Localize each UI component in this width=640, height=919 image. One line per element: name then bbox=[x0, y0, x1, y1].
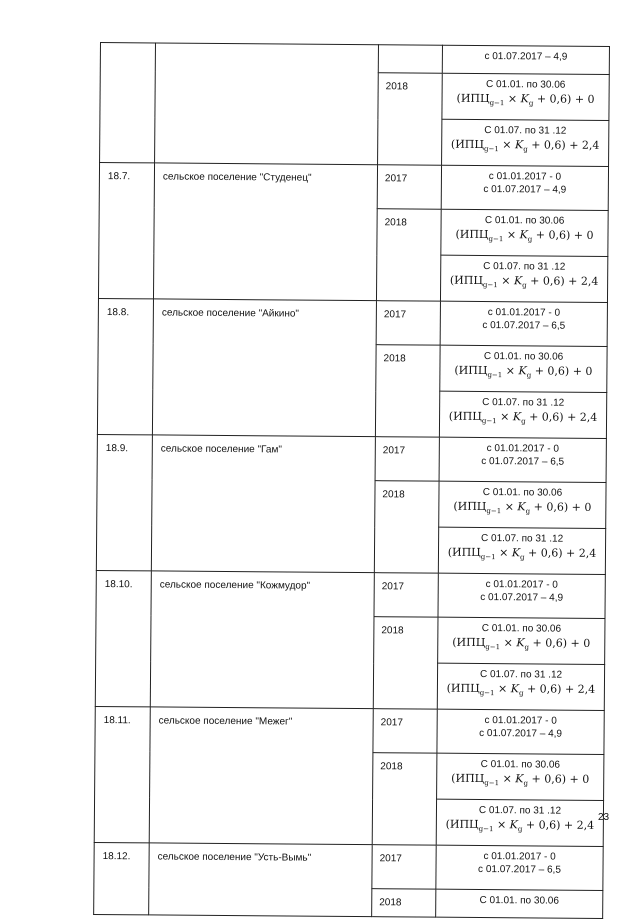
year-cell: 2017 bbox=[375, 437, 439, 482]
item-number: 18.12. bbox=[94, 842, 150, 914]
year-cell: 2018 bbox=[376, 209, 441, 301]
tariff-value-cell bbox=[439, 481, 606, 528]
item-number: 18.9. bbox=[96, 434, 152, 570]
tariff-formula: $(ИПЦ_{g-1} \times K_g + 0,6) + 2,4$ bbox=[446, 681, 596, 698]
tariff-formula: $(ИПЦ_{g-1} \times K_g + 0,6) + 2,4$ bbox=[450, 137, 600, 154]
settlement-name: сельское поселение "Студенец" bbox=[153, 163, 377, 301]
tariff-value-cell bbox=[439, 437, 606, 482]
tariff-value-cell bbox=[436, 799, 603, 846]
table-row bbox=[100, 43, 609, 75]
tariff-table bbox=[93, 42, 610, 919]
period-text: С 01.07. по 31 .12 bbox=[482, 397, 565, 409]
period-text: с 01.07.2017 – 6,5 bbox=[481, 456, 565, 468]
period-text: С 01.01. по 30.06 bbox=[484, 215, 565, 227]
item-number: 18.10. bbox=[95, 570, 151, 706]
period-text: с 01.01.2017 - 0 bbox=[485, 579, 558, 591]
table-row bbox=[94, 842, 603, 890]
tariff-formula: $(ИПЦ_{g-1} \times K_g + 0,6) + 0$ bbox=[455, 227, 594, 244]
period-text: С 01.07. по 31 .12 bbox=[479, 669, 563, 681]
tariff-value-cell bbox=[440, 301, 607, 346]
period-text: с 01.01.2017 - 0 bbox=[486, 443, 560, 455]
tariff-value-cell bbox=[436, 845, 603, 890]
item-number: 18.7. bbox=[98, 163, 154, 299]
period-text: с 01.01.2017 - 0 bbox=[483, 851, 556, 863]
tariff-value-cell bbox=[437, 709, 604, 754]
tariff-value-cell bbox=[437, 753, 604, 800]
table-row bbox=[99, 163, 608, 211]
tariff-formula: $(ИПЦ_{g-1} \times K_g + 0,6) + 2,4$ bbox=[447, 545, 597, 562]
period-text: с 01.01.2017 - 0 bbox=[484, 715, 557, 727]
tariff-value-cell bbox=[442, 119, 609, 166]
year-cell: 2018 bbox=[372, 889, 436, 918]
tariff-formula: $(ИПЦ_{g-1} \times K_g + 0,6) + 2,4$ bbox=[448, 409, 598, 426]
period-text: с 01.07.2017 – 6,5 bbox=[478, 863, 561, 876]
tariff-formula: $(ИПЦ_{g-1} \times K_g + 0,6) + 0$ bbox=[454, 363, 593, 380]
item-number: 18.8. bbox=[97, 298, 153, 434]
year-cell: 2018 bbox=[373, 617, 438, 709]
period-text: с 01.07.2017 – 4,9 bbox=[483, 184, 567, 196]
period-text: с 01.07.2017 – 4,9 bbox=[480, 592, 564, 604]
tariff-value-cell bbox=[438, 527, 605, 574]
tariff-formula: $(ИПЦ_{g-1} \times K_g + 0,6) + 0$ bbox=[452, 635, 591, 652]
period-text: с 01.01.2017 - 0 bbox=[487, 307, 561, 319]
period-text: С 01.01. по 30.06 bbox=[482, 487, 563, 499]
period-text: С 01.01. по 30.06 bbox=[481, 623, 562, 635]
year-cell: 2018 bbox=[374, 481, 439, 573]
period-text: С 01.07. по 31 .12 bbox=[483, 261, 566, 273]
tariff-formula: $(ИПЦ_{g-1} \times K_g + 0,6) + 0$ bbox=[451, 771, 590, 788]
period-text: С 01.07. по 31 .12 bbox=[484, 125, 567, 137]
year-cell: 2017 bbox=[373, 709, 437, 754]
item-number: 18.11. bbox=[94, 706, 150, 842]
period-text: С 01.07. по 31 .12 bbox=[480, 533, 564, 545]
tariff-formula: $(ИПЦ_{g-1} \times K_g + 0,6) + 2,4$ bbox=[449, 273, 599, 290]
tariff-value-cell bbox=[440, 255, 607, 302]
year-cell bbox=[378, 45, 442, 74]
tariff-formula: $(ИПЦ_{g-1} \times K_g + 0,6) + 0$ bbox=[456, 91, 595, 108]
tariff-value-cell bbox=[437, 663, 604, 710]
tariff-value-cell bbox=[441, 209, 608, 256]
table-row bbox=[95, 706, 604, 754]
period-text: С 01.01. по 30.06 bbox=[480, 759, 561, 771]
tariff-value-cell bbox=[442, 45, 609, 74]
page-number: 23 bbox=[598, 812, 610, 823]
period-text: С 01.01. по 30.06 bbox=[483, 351, 564, 363]
tariff-value-cell bbox=[438, 617, 605, 664]
settlement-name: сельское поселение "Гам" bbox=[151, 435, 375, 573]
year-cell: 2018 bbox=[378, 73, 443, 165]
year-cell: 2018 bbox=[372, 753, 437, 845]
year-cell: 2018 bbox=[375, 345, 440, 437]
settlement-name: сельское поселение "Айкино" bbox=[152, 299, 376, 437]
table-row bbox=[98, 298, 607, 346]
tariff-formula: $(ИПЦ_{g-1} \times K_g + 0,6) + 2,4$ bbox=[445, 817, 595, 834]
table-row bbox=[97, 434, 606, 482]
tariff-value-cell bbox=[442, 73, 609, 120]
period-text: С 01.01. по 30.06 bbox=[479, 895, 559, 907]
tariff-value-cell bbox=[441, 165, 608, 210]
year-cell: 2017 bbox=[372, 845, 436, 890]
tariff-value-cell bbox=[440, 345, 607, 392]
settlement-name bbox=[155, 43, 379, 165]
period-text: с 01.07.2017 – 6,5 bbox=[482, 320, 566, 332]
year-cell: 2017 bbox=[376, 301, 440, 346]
tariff-value-cell bbox=[438, 573, 605, 618]
period-text: с 01.07.2017 – 4,9 bbox=[479, 727, 563, 740]
year-cell: 2017 bbox=[377, 165, 441, 210]
tariff-value-cell bbox=[439, 391, 606, 438]
period-text: С 01.07. по 31 .12 bbox=[478, 804, 562, 817]
year-cell: 2017 bbox=[374, 573, 438, 618]
tariff-value-cell bbox=[436, 889, 603, 918]
period-text: с 01.01.2017 - 0 bbox=[488, 171, 562, 183]
period-text: С 01.01. по 30.06 bbox=[485, 79, 566, 91]
settlement-name: сельское поселение "Межег" bbox=[149, 707, 373, 845]
period-text: с 01.07.2017 – 4,9 bbox=[484, 51, 568, 63]
tariff-formula: $(ИПЦ_{g-1} \times K_g + 0,6) + 0$ bbox=[453, 499, 592, 516]
item-number bbox=[100, 43, 156, 163]
settlement-name: сельское поселение "Усть-Вымь" bbox=[149, 843, 373, 917]
table-row bbox=[96, 570, 605, 618]
settlement-name: сельское поселение "Кожмудор" bbox=[150, 571, 374, 709]
